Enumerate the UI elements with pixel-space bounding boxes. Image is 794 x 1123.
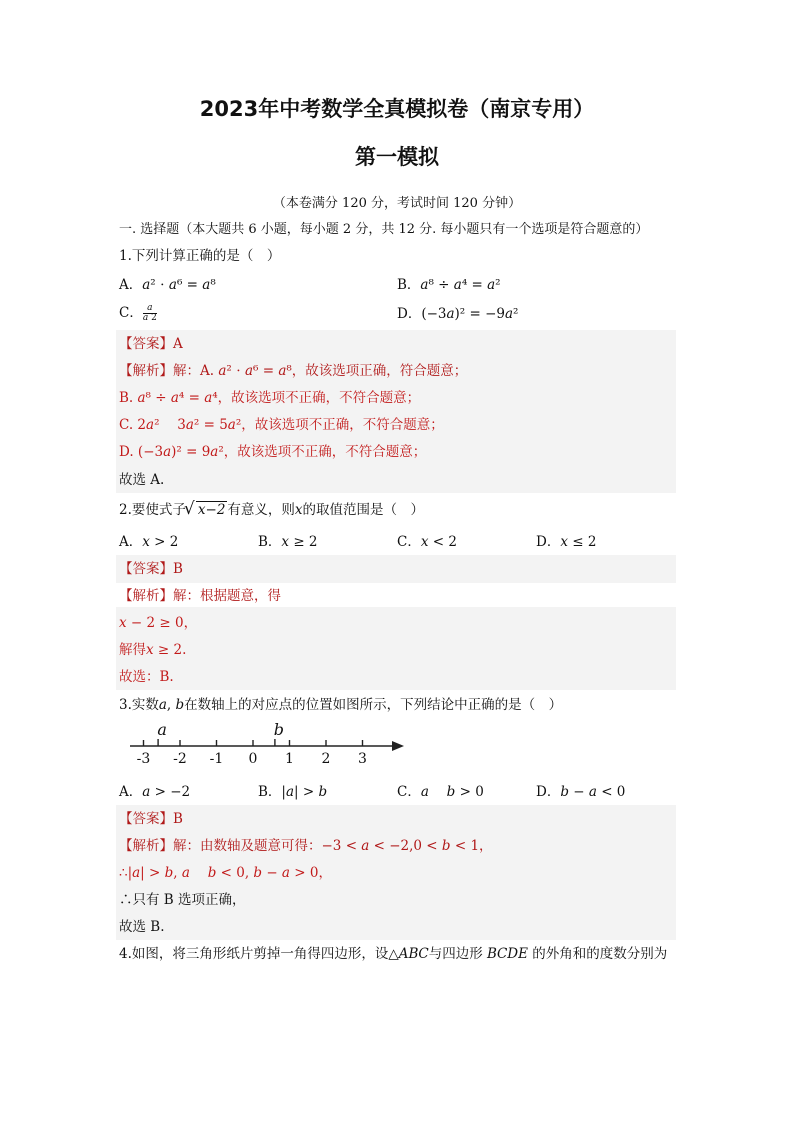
q3-option-b: B．|𝑎| > 𝑏 [258, 784, 328, 800]
q2-option-b: B．𝑥 ≥ 2 [258, 534, 318, 550]
q3-answer: 【答案】B [119, 811, 183, 827]
number-line-figure [126, 718, 410, 770]
q3-stem: 3.实数𝑎, 𝑏在数轴上的对应点的位置如图所示，下列结论中正确的是（ ） [119, 697, 563, 713]
page-subtitle: 第一模拟 [355, 145, 439, 169]
number-line-tick-label: 3 [358, 751, 367, 767]
q4-stem: 4.如图，将三角形纸片剪掉一角得四边形，设△𝐴𝐵𝐶与四边形 𝐵𝐶𝐷𝐸 的外角和的度数分别为 [119, 946, 668, 962]
q2-stem-post: 有意义，则𝑥的取值范围是（ ） [227, 502, 425, 518]
q1-analysis-line-4: D. (−3𝑎)² = 9𝑎²，故该选项不正确，不符合题意； [119, 444, 427, 460]
q3-option-d: D．𝑏 − 𝑎 < 0 [536, 784, 626, 800]
number-line-arrow-icon [392, 741, 404, 751]
section-heading: 一. 选择题（本大题共 6 小题，每小题 2 分，共 12 分. 每小题只有一个选项是符合题意的） [119, 222, 649, 237]
q1-option-d: D．(−3𝑎)² = −9𝑎² [397, 306, 519, 322]
q2-sqrt-expression [186, 502, 228, 518]
q3-option-a: A．𝑎 > −2 [119, 784, 191, 800]
q1-analysis-text-1: 【解析】解：A. 𝑎² ⋅ 𝑎⁶ = 𝑎⁸，故该选项正确，符合题意； [119, 363, 468, 379]
number-line-tick-label: -3 [136, 751, 151, 767]
exam-info: （本卷满分 120 分，考试时间 120 分钟） [272, 196, 522, 211]
q2-answer-block [116, 555, 676, 690]
q1-option-c-label: C． [119, 305, 143, 321]
q3-analysis-line-2: ∴|𝑎| > 𝑏, 𝑎 𝑏 < 0, 𝑏 − 𝑎 > 0， [119, 865, 332, 881]
q1-option-b: B．𝑎⁸ ÷ 𝑎⁴ = 𝑎² [397, 277, 501, 293]
q1-option-c-fraction [143, 304, 157, 323]
q2-option-a: A．𝑥 > 2 [119, 534, 179, 550]
q3-analysis-line-4: 故选 B. [119, 919, 165, 935]
number-line-tick-label: -2 [173, 751, 187, 767]
q2-option-c: C．𝑥 < 2 [397, 534, 457, 550]
q1-answer: 【答案】A [119, 336, 183, 352]
point-b-label: b [273, 720, 285, 739]
q3-option-c: C．𝑎 𝑏 > 0 [397, 784, 484, 800]
q1-answer-block [116, 330, 676, 493]
q1-analysis-line-1 [119, 359, 467, 379]
q1-analysis-line-2: B. 𝑎⁸ ÷ 𝑎⁴ = 𝑎⁴，故该选项不正确，不符合题意； [119, 390, 421, 406]
q2-analysis-line-4: 故选：B. [119, 669, 174, 685]
q1-analysis-line-5: 故选 A. [119, 472, 165, 488]
number-line-tick-label: 1 [285, 751, 294, 767]
q1-analysis-line-3: C. 2𝑎² 3𝑎² = 5𝑎²，故该选项不正确，不符合题意； [119, 417, 444, 433]
q2-stem-pre: 2.要使式子 [119, 502, 186, 518]
q2-radicand: 𝑥−2 [197, 502, 226, 518]
q2-analysis-line-3: 解得𝑥 ≥ 2. [119, 642, 187, 658]
q1-option-a: A．𝑎² ⋅ 𝑎⁶ = 𝑎⁸ [119, 277, 216, 293]
q1-option-c-denominator: 𝑎 2 [142, 313, 157, 323]
q1-option-c-numerator: 𝑎 [143, 304, 157, 314]
q1-option-c [119, 301, 157, 323]
q2-answer: 【答案】B [119, 561, 183, 577]
q2-analysis-line-2: 𝑥 − 2 ≥ 0， [119, 615, 198, 631]
q2-analysis-text-1: 【解析】解：根据题意，得 [119, 588, 281, 604]
number-line-tick-label: 0 [248, 751, 258, 767]
q1-stem: 1.下列计算正确的是（ ） [119, 248, 281, 264]
q3-analysis-text-1: 【解析】解：由数轴及题意可得：−3 < 𝑎 < −2,0 < 𝑏 < 1， [119, 838, 493, 854]
number-line-tick-label: -1 [209, 751, 224, 767]
q2-option-d: D．𝑥 ≤ 2 [536, 534, 597, 550]
q3-analysis-line-1 [119, 834, 493, 854]
point-a-label: a [157, 720, 167, 739]
q2-analysis-line-1 [119, 584, 281, 604]
page-title: 2023年中考数学全真模拟卷（南京专用） [199, 97, 595, 121]
q3-analysis-line-3: ∴只有 B 选项正确， [119, 892, 246, 908]
number-line-tick-label: 2 [321, 751, 331, 767]
q2-stem [119, 498, 424, 518]
